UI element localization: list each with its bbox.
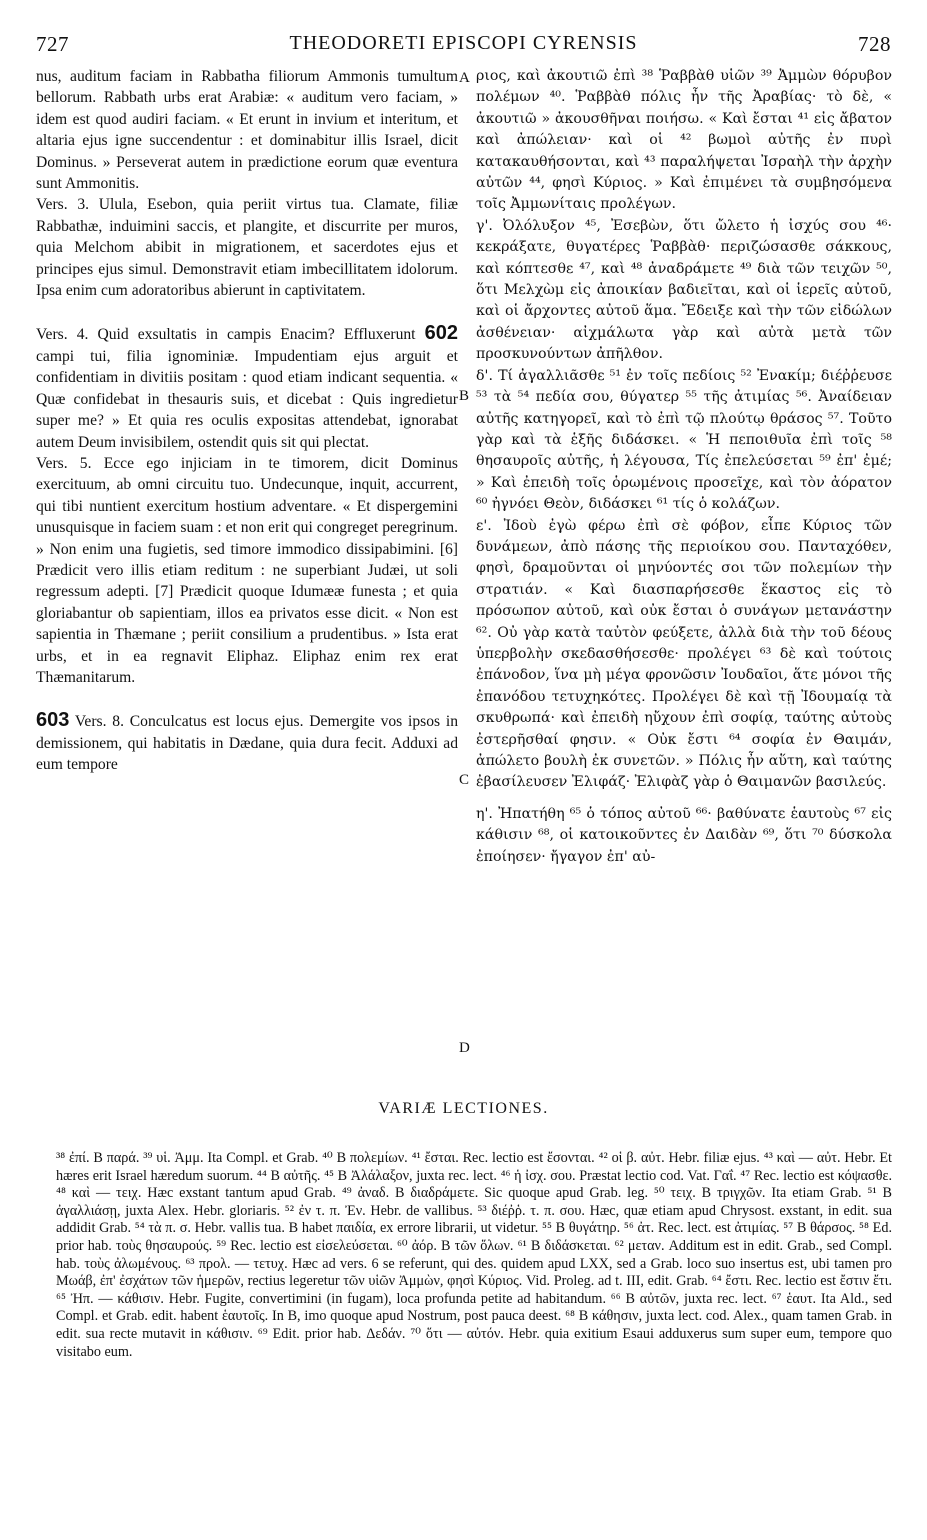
greek-paragraph: δ'. Τί ἀγαλλιᾶσθε ⁵¹ ἐν τοῖς πεδίοις ⁵² Ἐνακίμ; διέῤῥευσε ⁵³ τὰ ⁵⁴ πεδία σου, θύγατερ ⁵⁵ τῆς ἀτιμίας ⁵⁶. Ἀναίδειαν αὐτῆς κατηγορεῖ, καὶ τὸ ἐπὶ τῷ πλούτῳ θράσος ⁵⁷. Τοῦτο γὰρ καὶ τὰ ἑξῆς διδάσκει. « Ἡ πεποιθυῖα ἐπὶ τοῖς ⁵⁸ θησαυροῖς αὐτῆς, ἡ λέγουσα, Τίς ἐπελεύσεται ⁵⁹ ἐπ' ἐμέ; » Καὶ ἐπειδὴ τοῖς ὁρωμένοις προσεῖχε, καὶ τὸν ἀόρατον ⁶⁰ ἠγνόει Θεὸν, διδάσκει ⁶¹ τίς ὁ κολάζων.	[476, 367, 892, 513]
running-header	[36, 32, 891, 60]
variae-lectiones-notes	[56, 1150, 892, 1361]
page-number-right: 728	[858, 32, 891, 56]
column-number-marker: 602	[424, 322, 458, 345]
latin-paragraph: Vers. 5. Ecce ego injiciam in te timorem, dicit Dominus exercituum, ab omni circuitu tuo. Undecunque, inquit, accurrent, qui tibi nuntient exercitum hostium adventare. « Et dispergemini unusquisque in faciem suam : et non erit qui congreget peregrinum. » Non enim una fugietis, sed timore immodico dissipabimini. [6] Prædicit vero illis etiam reditum : ne superbiant Judæi, ut soli regressum adepti. [7] Prædicit quoque Idumææ funesta ; et quia gloriabantur ob sapientiam, illos ea privatos esse dicit. « Non est sapientia in Thæmane ; periit consilium a prudentibus. » Ista erat urbs, et in ea regnavit Eliphaz. Eliphaz enim rex erat Thæmanitarum.	[36, 454, 458, 686]
running-title: THEODORETI EPISCOPI CYRENSIS	[289, 32, 638, 54]
latin-paragraph: Vers. 4. Quid exsultatis in campis Enacim? Effluxerunt 602 campi tui, filia ignominiæ. Impudentiam ejus arguit et confidentiam in divitiis positam : quod etiam indicant sequentia. « Quæ confidebat in thesauris suis, et dicebat : Quis ingredietur super me? » Et quia res oculis expositas attendebat, ignorabat autem Deum invisibilem, ostendit quis sit qui plectat.	[36, 322, 458, 451]
greek-paragraph: ε'. Ἰδοὺ ἐγὼ φέρω ἐπὶ σὲ φόβον, εἶπε Κύριος τῶν δυνάμεων, ἀπὸ πάσης τῆς περιοίκου σου. Πανταχόθεν, φησὶ, δραμοῦνται οἱ μηνύοντές σοι τῶν πολεμίων τὴν στρατιάν. « Καὶ διασπαρήσεσθε ἕκαστος εἰς τὸ πρόσωπον αὐτοῦ, καὶ οὐκ ἔσται ὁ συνάγων μετανάστην ⁶². Οὐ γὰρ κατὰ ταὐτὸν φεύξετε, ἀλλὰ διὰ τὴν τοῦ δέους ὑπερβολὴν σκεδασθήσεσθε· προλέγει ⁶³ δὲ καὶ τούτοις ἐπάνοδον, ἵνα μὴ μέγα φρονῶσιν Ἰουδαῖοι, ἅτε μόνοι τῆς ἐπανόδου τετυχηκότες. Προλέγει δὲ καὶ τῇ Ἰδουμαίᾳ τὰ σκυθρωπά· καὶ ἐπειδὴ ηὔχουν ἐπὶ σοφίᾳ, ταύτης αὐτοὺς ἐστερῆσθαί φησιν. « Οὐκ ἔστι ⁶⁴ σοφία ἐν Θαιμάν, ἀπώλετο βουλὴ ἐκ συνετῶν. » Πόλις ἦν αὕτη, καὶ ταύτης ἐβασίλευσεν Ἐλιφάζ· Ἐλιφὰζ γὰρ ὁ Θαιμανῶν βασιλεύς.	[476, 517, 892, 791]
latin-column	[36, 66, 458, 776]
greek-paragraph: ριος, καὶ ἀκουτιῶ ἐπὶ ³⁸ Ῥαββὰθ υἱῶν ³⁹ Ἀμμὼν θόρυβον πολέμων ⁴⁰. Ῥαββὰθ πόλις ἦν τῆς Ἀραβίας· τὸ δὲ, « ἀκουτιῶ » ἀκουσθῆναι ποιήσω. « Καὶ ἔσται ⁴¹ εἰς ἄβατον καὶ ἀπώλειαν· καὶ οἱ ⁴² βωμοὶ αὐτῆς ἐν πυρὶ κατακαυθήσονται, καὶ ⁴³ παραλήψεται Ἰσραὴλ τὴν ἀρχὴν αὐτῶν ⁴⁴, φησὶ Κύριος. » Καὶ ἐπιμένει τὰ συμβησόμενα τοῖς Ἀμμωνίταις προλέγων.	[476, 68, 892, 213]
margin-letter-c: C	[459, 772, 470, 788]
greek-paragraph: γ'. Ὀλόλυξον ⁴⁵, Ἐσεβὼν, ὅτι ὤλετο ἡ ἰσχύς σου ⁴⁶· κεκράξατε, θυγατέρες Ῥαββὰθ· περιζώσασθε σάκκους, καὶ κόπτεσθε ⁴⁷, καὶ ⁴⁸ ἀναδράμετε ⁴⁹ διὰ τῶν τειχῶν ⁵⁰, ὅτι Μελχὼμ εἰς ἀποικίαν βαδιεῖται, καὶ οἱ ἱερεῖς αὐτοῦ, καὶ οἱ ἄρχοντες αὐτοῦ ἅμα. Ἔδειξε καὶ τὴν τῶν εἰδώλων ἀσθένειαν· αἰχμάλωτα γὰρ καὶ αὐτὰ μετὰ τῶν προσκυνούντων ἀπῆλθον.	[476, 217, 892, 363]
column-number-marker: 603	[36, 709, 70, 732]
margin-letter-b: B	[459, 388, 470, 404]
page-number-left: 727	[36, 32, 69, 56]
margin-letter-a: A	[459, 70, 470, 86]
latin-paragraph: Vers. 3. Ulula, Esebon, quia periit virtus tua. Clamate, filiæ Rabbathæ, induimini saccis, et plangite, et discurrite per muros, quia Melchom abibit in migrationem, et sacerdotes ejus et principes ejus simul. Demonstravit etiam imbecillitatem idolorum. Ipsa enim cum adoratoribus abierunt in captivitatem.	[36, 196, 458, 300]
greek-column	[476, 66, 892, 868]
greek-paragraph: η'. Ἠπατήθη ⁶⁵ ὁ τόπος αὐτοῦ ⁶⁶· βαθύνατε ἑαυτοὺς ⁶⁷ εἰς κάθισιν ⁶⁸, οἱ κατοικοῦντες ἐν Δαιδὰν ⁶⁹, ὅτι ⁷⁰ δύσκολα ἐποίησεν· ἤγαγον ἐπ' αὐ-	[476, 805, 892, 865]
latin-paragraph: 603 Vers. 8. Conculcatus est locus ejus. Demergite vos ipsos in demissionem, qui habitatis in Dædane, quia dura fecit. Adduxi ad eum tempore	[36, 709, 458, 774]
latin-paragraph: nus, auditum faciam in Rabbatha filiorum Ammonis tumultum bellorum. Rabbath urbs erat Arabiæ: « auditum vero faciam, » idem est quod audiri faciam. « Et erunt in invium et interitum, et altaria ejus igne succendentur : et dominabitur illis Israel, dicit Dominus. » Perseverat autem in prædictione eorum quæ eventura sunt Ammonitis.	[36, 68, 458, 193]
variae-lectiones-heading: VARIÆ LECTIONES.	[378, 1100, 549, 1117]
margin-letter-d: D	[459, 1040, 470, 1056]
notes-text: ³⁸ ἐπί. B παρά. ³⁹ υἱ. Ἀμμ. Ita Compl. et Grab. ⁴⁰ B πολεμίων. ⁴¹ ἔσται. Rec. lectio est ἔσονται. ⁴² οἱ β. αὐτ. Hebr. filiæ ejus. ⁴³ καὶ — αὐτ. Hebr. Et hæres erit Israel hæredum suorum. ⁴⁴ B αὐτῆς. ⁴⁵ B Ἀλάλαξον, juxta rec. lect. ⁴⁶ ἡ ἰσχ. σου. Præstat lectio cod. Vat. Γαΐ. ⁴⁷ Rec. lectio est κόψασθε. ⁴⁸ καὶ — τειχ. Hæc exstant tantum apud Grab. ⁴⁹ ἀναδ. B διαδράμετε. Sic quoque apud Grab. leg. ⁵⁰ τειχ. B τριγχῶν. Ita etiam Grab. ⁵¹ B ἀγαλλιάσῃ, juxta Alex. Hebr. gloriaris. ⁵² ἐν τ. π. Ἐν. Hebr. de vallibus. ⁵³ διέῤῥ. τ. π. σου. Hæc, quæ etiam apud Chrysost. exstant, in edit. sua addidit Grab. ⁵⁴ τὰ π. σ. Hebr. vallis tua. B habet παιδία, ex errore librarii, ut videtur. ⁵⁵ B θυγάτηρ. ⁵⁶ ἀτ. Rec. lect. est ἀτιμίας. ⁵⁷ B θάρσος. ⁵⁸ Ed. prior hab. τοὺς θησαυρούς. ⁵⁹ Rec. lectio est εἰσελεύσεται. ⁶⁰ ἀόρ. B τῶν ὅλων. ⁶¹ B διδάσκεται. ⁶² μεταν. Additum est in edit. Grab., sed Compl. hab. τοὺς ἀλωμένους. ⁶³ προλ. — τετυχ. Hæc ad vers. 6 se referunt, qui des. quidem apud LXX, sed a Grab. loco suo insertus est, ubi tamen pro Μωάβ, ἐπ' ἐσχάτων τῶν ἡμερῶν, rectius legeretur τῶν υἱῶν Ἀμμὼν, φησὶ Κύριος. Vid. Proleg. ad t. III, edit. Grab. ⁶⁴ ἔστι. Rec. lectio est ἔστιν ἔτι. ⁶⁵ Ἠπ. — κάθισιν. Hebr. Fugite, convertimini (in fugam), loca profunda petite ad habitandum. ⁶⁶ B αὐτῶν, juxta rec. lect. ⁶⁷ ἑαυτ. Ita Ald., sed Compl. et Grab. edit. habent ἑαυτοῖς. In B, imo quoque apud Nostrum, post pauca deest. ⁶⁸ B κάθησιν, juxta lect. cod. Alex., quam tamen Grab. in edit. sua recte mutavit in κάθισιν. ⁶⁹ Edit. prior hab. Δεδάν. ⁷⁰ ὅτι — αὐτόν. Hebr. quia exitium Esaui adduxerus sum super eum, tempore quo visitabo eum.	[56, 1150, 892, 1360]
